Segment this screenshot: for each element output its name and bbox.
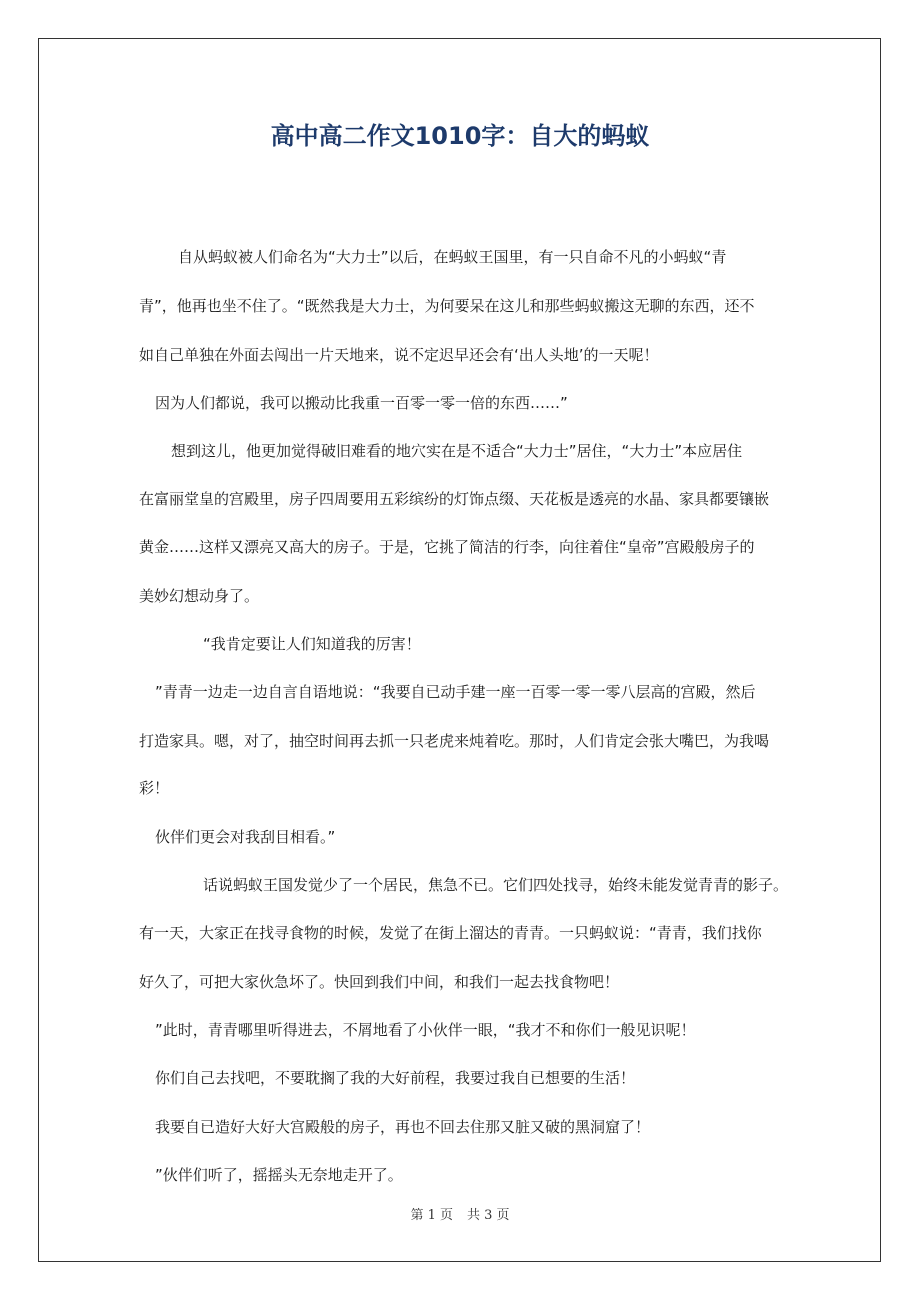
paragraph-line: ”伙伴们听了，摇摇头无奈地走开了。 bbox=[155, 1166, 403, 1184]
paragraph-line: 话说蚂蚁王国发觉少了一个居民，焦急不已。它们四处找寻，始终未能发觉青青的影子。 bbox=[203, 876, 789, 894]
paragraph-line: ”青青一边走一边自言自语地说：“我要自已动手建一座一百零一零一零八层高的宫殿，然后 bbox=[155, 683, 756, 701]
paragraph-line: ”此时，青青哪里听得进去，不屑地看了小伙伴一眼，“我才不和你们一般见识呢！ bbox=[155, 1021, 696, 1039]
paragraph-line: 我要自已造好大好大宫殿般的房子，再也不回去住那又脏又破的黑洞窟了！ bbox=[155, 1118, 651, 1136]
page-footer bbox=[0, 1206, 920, 1226]
paragraph-line: 因为人们都说，我可以搬动比我重一百零一零一倍的东西……” bbox=[155, 394, 568, 412]
paragraph-line: 美妙幻想动身了。 bbox=[139, 587, 260, 605]
paragraph-line: “我肯定要让人们知道我的厉害！ bbox=[203, 635, 421, 653]
paragraph-line: 如自己单独在外面去闯出一片天地来，说不定迟早还会有‘出人头地’的一天呢！ bbox=[139, 346, 659, 364]
paragraph-line: 有一天，大家正在找寻食物的时候，发觉了在街上溜达的青青。一只蚂蚁说：“青青，我们找你 bbox=[139, 924, 762, 942]
paragraph-line: 伙伴们更会对我刮目相看。” bbox=[155, 828, 336, 846]
page-total: 共 3 页 bbox=[467, 1208, 510, 1223]
paragraph-line: 黄金……这样又漂亮又高大的房子。于是，它挑了简洁的行李，向往着住“皇帝”宫殿般房子的 bbox=[139, 538, 755, 556]
paragraph-line: 自从蚂蚁被人们命名为“大力士”以后，在蚂蚁王国里，有一只自命不凡的小蚂蚁“青 bbox=[178, 248, 727, 266]
paragraph-line: 好久了，可把大家伙急坏了。快回到我们中间，和我们一起去找食物吧！ bbox=[139, 973, 620, 991]
document-title: 高中高二作文1010字：自大的蚂蚁 bbox=[270, 122, 650, 150]
paragraph-line: 想到这儿，他更加觉得破旧难看的地穴实在是不适合“大力士”居住，“大力士”本应居住 bbox=[171, 442, 743, 460]
paragraph-line: 你们自己去找吧，不要耽搁了我的大好前程，我要过我自已想要的生活！ bbox=[155, 1069, 636, 1087]
paragraph-line: 在富丽堂皇的宫殿里，房子四周要用五彩缤纷的灯饰点缀、天花板是透亮的水晶、家具都要镶嵌 bbox=[139, 490, 770, 508]
paragraph-line: 彩！ bbox=[139, 779, 170, 797]
page-number: 第 1 页 bbox=[410, 1208, 453, 1223]
paragraph-line: 打造家具。嗯，对了，抽空时间再去抓一只老虎来炖着吃。那时，人们肯定会张大嘴巴，为我喝 bbox=[139, 732, 770, 750]
paragraph-line: 青”，他再也坐不住了。“既然我是大力士，为何要呆在这儿和那些蚂蚁搬这无聊的东西，还不 bbox=[139, 297, 755, 315]
